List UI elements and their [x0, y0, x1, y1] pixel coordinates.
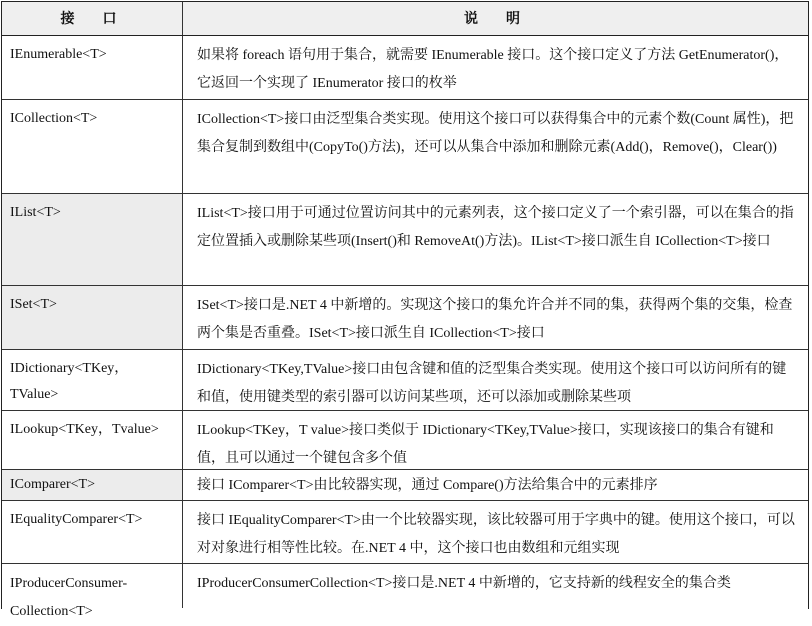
interface-description: ILookup<TKey，T value>接口类似于 IDictionary<TKey,TValue>接口，实现该接口的集合有键和值，且可以通过一个键包含多个值 [197, 423, 774, 466]
table-row [2, 350, 808, 411]
table-row [2, 194, 808, 286]
interface-name: IList<T> [2, 194, 183, 285]
table-row [2, 286, 808, 350]
table-row [2, 36, 808, 100]
interface-name: ILookup<TKey，Tvalue> [2, 411, 183, 469]
table-row [2, 100, 808, 194]
interface-description: IDictionary<TKey,TValue>接口由包含键和值的泛型集合类实现。使用这个接口可以访问所有的键和值，使用键类型的索引器可以访问某些项，还可以添加或删除某些项 [197, 362, 787, 405]
interface-name: IEnumerable<T> [2, 36, 183, 99]
interface-description: 接口 IComparer<T>由比较器实现，通过 Compare()方法给集合中的元素排序 [197, 478, 658, 493]
header-description: 说 明 [464, 10, 527, 27]
interface-name: IDictionary<TKey，TValue> [2, 350, 183, 410]
interface-description: ICollection<T>接口由泛型集合类实现。使用这个接口可以获得集合中的元素个数(Count 属性)，把集合复制到数组中(CopyTo()方法)，还可以从集合中添加和删除元素(Add()，Remove()，Clear()) [197, 112, 794, 155]
header-interface: 接 口 [2, 2, 183, 35]
table-row [2, 501, 808, 564]
interface-description: ISet<T>接口是.NET 4 中新增的。实现这个接口的集允许合并不同的集，获得两个集的交集，检查两个集是否重叠。ISet<T>接口派生自 ICollection<T>接口 [197, 298, 793, 341]
table-header-row [2, 2, 808, 36]
table-row [2, 470, 808, 501]
interface-name: IEqualityComparer<T> [2, 501, 183, 563]
interface-description: IProducerConsumerCollection<T>接口是.NET 4 中新增的，它支持新的线程安全的集合类 [197, 576, 731, 591]
interface-name: ICollection<T> [2, 100, 183, 193]
interface-name: ISet<T> [2, 286, 183, 349]
interface-name: IProducerConsumer-Collection<T> [2, 564, 183, 608]
interface-description: IList<T>接口用于可通过位置访问其中的元素列表，这个接口定义了一个索引器，可以在集合的指定位置插入或删除某些项(Insert()和 RemoveAt()方法)。IList<T>接口派生自 ICollection<T>接口 [197, 206, 794, 249]
table-row [2, 411, 808, 470]
interface-description: 接口 IEqualityComparer<T>由一个比较器实现，该比较器可用于字典中的键。使用这个接口，可以对对象进行相等性比较。在.NET 4 中，这个接口也由数组和元组实现 [197, 513, 795, 556]
interface-description: 如果将 foreach 语句用于集合，就需要 IEnumerable 接口。这个接口定义了方法 GetEnumerator()，它返回一个实现了 IEnumerator 接口的枚举 [197, 48, 789, 91]
collection-interfaces-table [1, 1, 809, 619]
interface-name: IComparer<T> [2, 470, 183, 500]
table-row [2, 564, 808, 619]
